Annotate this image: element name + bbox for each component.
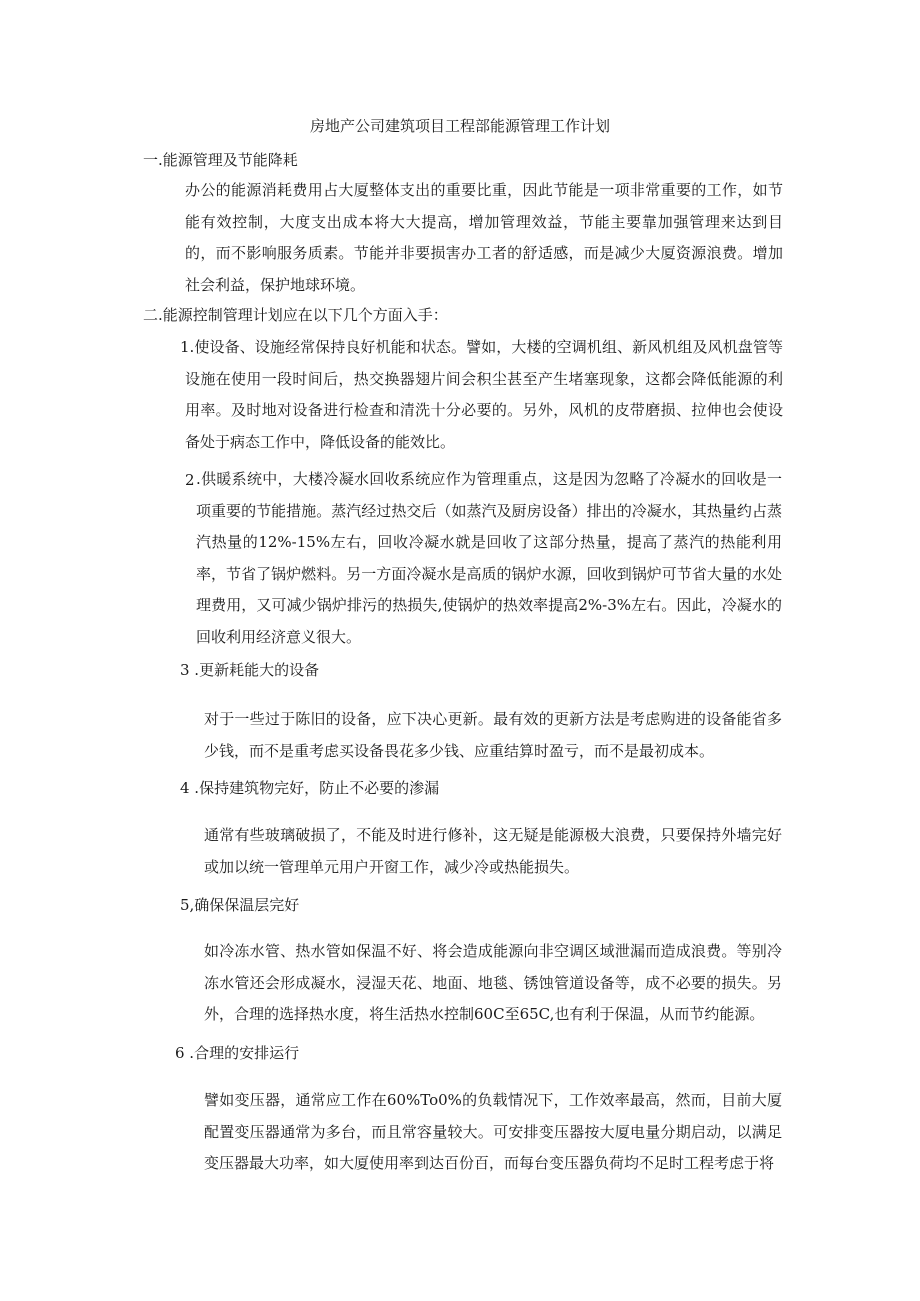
item-3-body: 对于一些过于陈旧的设备，应下决心更新。最有效的更新方法是考虑购进的设备能省多少钱，而不是重考虑买设备畏花多少钱、应重结算时盈亏，而不是最初成本。 <box>204 710 782 760</box>
section-2-heading: 二.能源控制管理计划应在以下几个方面入手： <box>143 306 448 324</box>
section-1-heading: 一.能源管理及节能降耗 <box>143 151 298 169</box>
document-title: 房地产公司建筑项目工程部能源管理工作计划 <box>309 117 610 135</box>
item-5-body: 如冷冻水管、热水管如保温不好、将会造成能源向非空调区域泄漏而造成浪费。等别冷冻水管还会形成凝水，浸湿天花、地面、地毯、锈蚀管道设备等，成不必要的损失。另外，合理的选择热水度，将生活热水控制60C至65C,也有利于保温，从而节约能源。 <box>204 942 782 1023</box>
item-4-heading: 4 .保持建筑物完好，防止不必要的渗漏 <box>180 779 440 797</box>
item-1-text: 1.使设备、设施经常保持良好机能和状态。譬如，大楼的空调机组、新风机组及风机盘管等设施在使用一段时间后，热交换器翅片间会积尘甚至产生堵塞现象，这都会降低能源的利用率。及时地对设备进行检查和清洗十分必要的。另外，风机的皮带磨损、拉伸也会使设备处于病态工作中，降低设备的能效比。 <box>180 338 783 451</box>
item-4-body: 通常有些玻璃破损了，不能及时进行修补，这无疑是能源极大浪费，只要保持外墙完好或加以统一管理单元用户开窗工作，减少冷或热能损失。 <box>204 826 782 876</box>
section-1-body: 办公的能源消耗费用占大厦整体支出的重要比重，因此节能是一项非常重要的工作，如节能有效控制，大度支出成本将大大提高，增加管理效益，节能主要靠加强管理来达到目的，而不影响服务质素。节能并非要损害办工者的舒适感，而是减少大厦资源浪费。增加社会利益，保护地球环境。 <box>185 181 783 294</box>
item-2-number: 2 <box>185 471 195 489</box>
item-5-heading: 5,确保保温层完好 <box>180 896 300 914</box>
item-6-body: 譬如变压器，通常应工作在60%To0%的负载情况下，工作效率最高，然而，目前大厦配置变压器通常为多台，而且常容量较大。可安排变压器按大厦电量分期启动，以满足变压器最大功率，如大厦使用率到达百份百，而每台变压器负荷均不足时工程考虑于将 <box>204 1091 782 1172</box>
item-6-heading: 6 .合理的安排运行 <box>175 1044 300 1062</box>
item-3-heading: 3 .更新耗能大的设备 <box>180 661 320 679</box>
item-2-text: .供暖系统中，大楼冷凝水回收系统应作为管理重点，这是因为忽略了冷凝水的回收是一项重要的节能措施。蒸汽经过热交后（如蒸汽及厨房设备）排出的冷凝水，其热量约占蒸汽热量的12%-15%左右，回收冷凝水就是回收了这部分热量，提高了蒸汽的热能利用率，节省了锅炉燃料。另一方面冷凝水是高质的锅炉水源，回收到锅炉可节省大量的水处理费用，又可减少锅炉排污的热损失,使锅炉的热效率提高2%-3%左右。因此，冷凝水的回收利用经济意义很大。 <box>196 470 782 646</box>
